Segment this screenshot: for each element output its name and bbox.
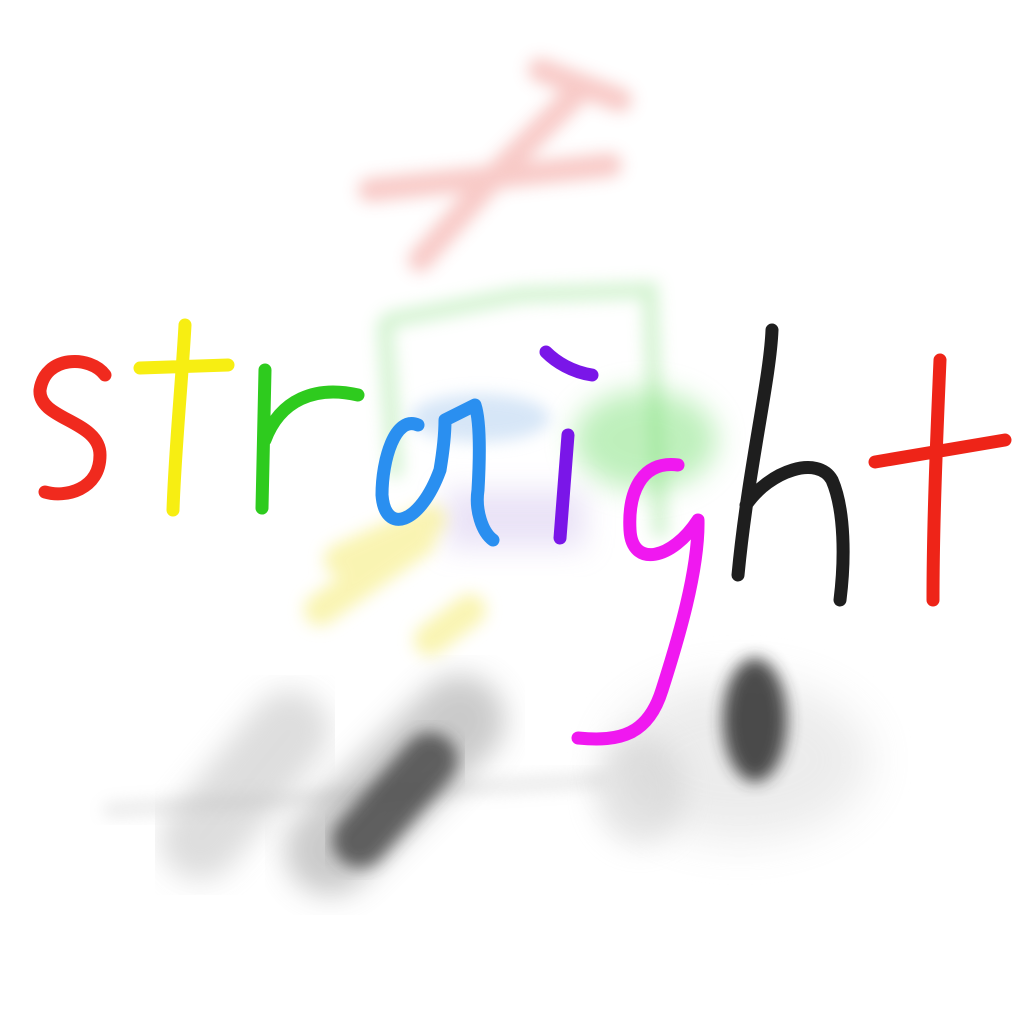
gray-smudge-right-lower	[595, 735, 685, 845]
letter-r	[262, 370, 358, 508]
letter-s	[40, 361, 105, 493]
letter-h	[738, 330, 843, 600]
letter-t-yellow	[140, 325, 228, 510]
letter-t-red	[875, 360, 1005, 600]
dark-smudge-right	[723, 658, 787, 782]
pink-smudge-top	[370, 70, 620, 260]
gray-smudge-left	[200, 730, 290, 840]
